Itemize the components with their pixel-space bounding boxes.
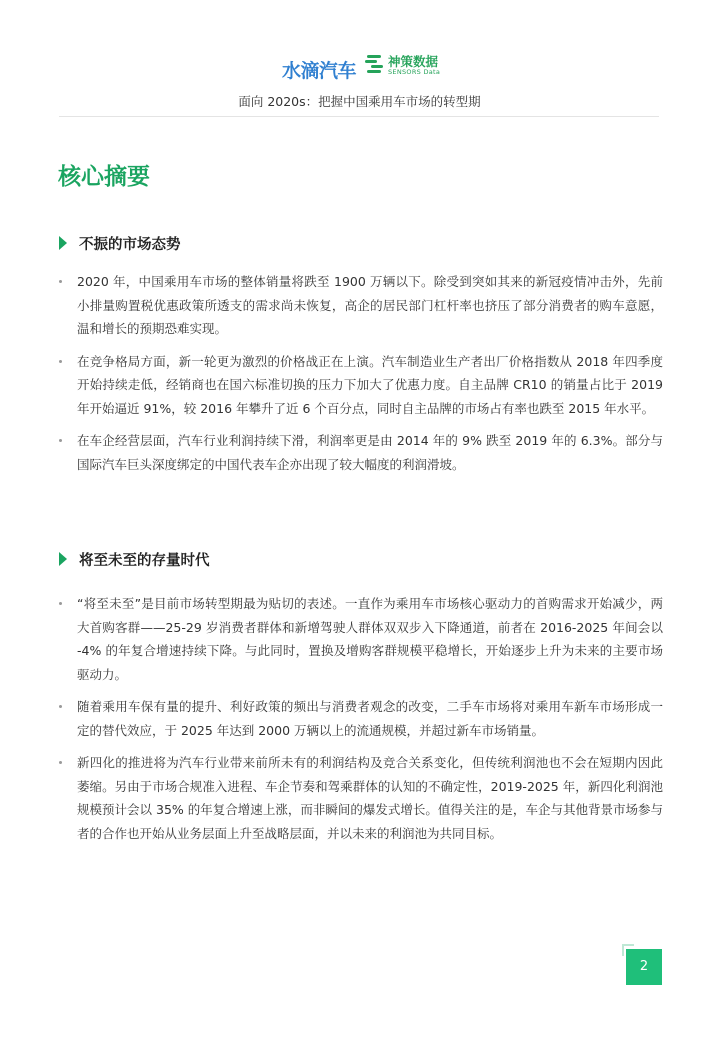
bullet-text: 2020 年，中国乘用车市场的整体销量将跌至 1900 万辆以下。除受到突如其来的新冠疫情冲击外，先前小排量购置税优惠政策所透支的需求尚未恢复，高企的居民部门杠杆率也挤压了部分消费者的购车意愿，温和增长的预期恐难实现。 — [77, 274, 663, 336]
bullet-text: 在车企经营层面，汽车行业利润持续下滑，利润率更是由 2014 年的 9% 跌至 2019 年的 6.3%。部分与国际汽车巨头深度绑定的中国代表车企亦出现了较大幅度的利润滑坡。 — [77, 433, 663, 472]
list-item — [59, 350, 663, 421]
header-logos — [0, 52, 719, 82]
section-heading-label: 将至未至的存量时代 — [79, 553, 210, 569]
header-divider — [59, 116, 659, 117]
bullet-text: “将至未至”是目前市场转型期最为贴切的表述。一直作为乘用车市场核心驱动力的首购需求开始减少，两大首购客群——25-29 岁消费者群体和新增驾驶人群体双双步入下降通道，前者在 2016-2025 年间会以 -4% 的年复合增速持续下降。与此同时，置换及增购客群规模平稳增长，开始逐步上升为未来的主要市场驱动力。 — [77, 596, 663, 682]
page-number: 2 — [626, 949, 662, 985]
bullet-text: 在竞争格局方面，新一轮更为激烈的价格战正在上演。汽车制造业生产者出厂价格指数从 2018 年四季度开始持续走低，经销商也在国六标准切换的压力下加大了优惠力度。自主品牌 CR10 的销量占比于 2019 年开始逼近 91%，较 2016 年攀升了近 6 个百分点，同时自主品牌的市场占有率也跌至 2015 年水平。 — [77, 353, 663, 416]
list-item — [59, 695, 663, 742]
list-item — [59, 429, 663, 476]
section-bullets-stock-era — [59, 592, 663, 854]
document-subtitle: 面向 2020s：把握中国乘用车市场的转型期 — [238, 94, 481, 109]
shuidi-auto-logo: 水滴汽车 — [282, 60, 357, 82]
bullet-dot-icon — [59, 602, 62, 605]
sensors-data-logo-sub: SENSORS Data — [388, 68, 441, 76]
bullet-text: 新四化的推进将为汽车行业带来前所未有的利润结构及竞合关系变化，但传统利润池也不会在短期内因此萎缩。另由于市场合规准入进程、车企节奏和驾乘群体的认知的不确定性，2019-2025 年，新四化利润池规模预计会以 35% 的年复合增速上涨，而非瞬间的爆发式增长。值得关注的是，车企与其他背景市场参与者的合作也开始从业务层面上升至战略层面，并以未来的利润池为共同目标。 — [77, 755, 663, 841]
bullet-dot-icon — [59, 280, 62, 283]
bullet-dot-icon — [59, 360, 62, 363]
bullet-text: 随着乘用车保有量的提升、利好政策的频出与消费者观念的改变，二手车市场将对乘用车新车市场形成一定的替代效应，于 2025 年达到 2000 万辆以上的流通规模，并超过新车市场销量。 — [77, 699, 663, 738]
section-heading-label: 不振的市场态势 — [79, 237, 181, 253]
page-title: 核心摘要 — [58, 164, 150, 190]
section-arrow-icon — [59, 552, 67, 566]
sensors-data-logo-name: 神策数据 — [388, 54, 439, 69]
list-item — [59, 751, 663, 845]
section-bullets-market — [59, 270, 663, 485]
list-item — [59, 592, 663, 686]
section-arrow-icon — [59, 236, 67, 250]
bullet-dot-icon — [59, 705, 62, 708]
list-item — [59, 270, 663, 341]
bullet-dot-icon — [59, 761, 62, 764]
sensors-data-logo-icon — [364, 53, 384, 77]
bullet-dot-icon — [59, 439, 62, 442]
